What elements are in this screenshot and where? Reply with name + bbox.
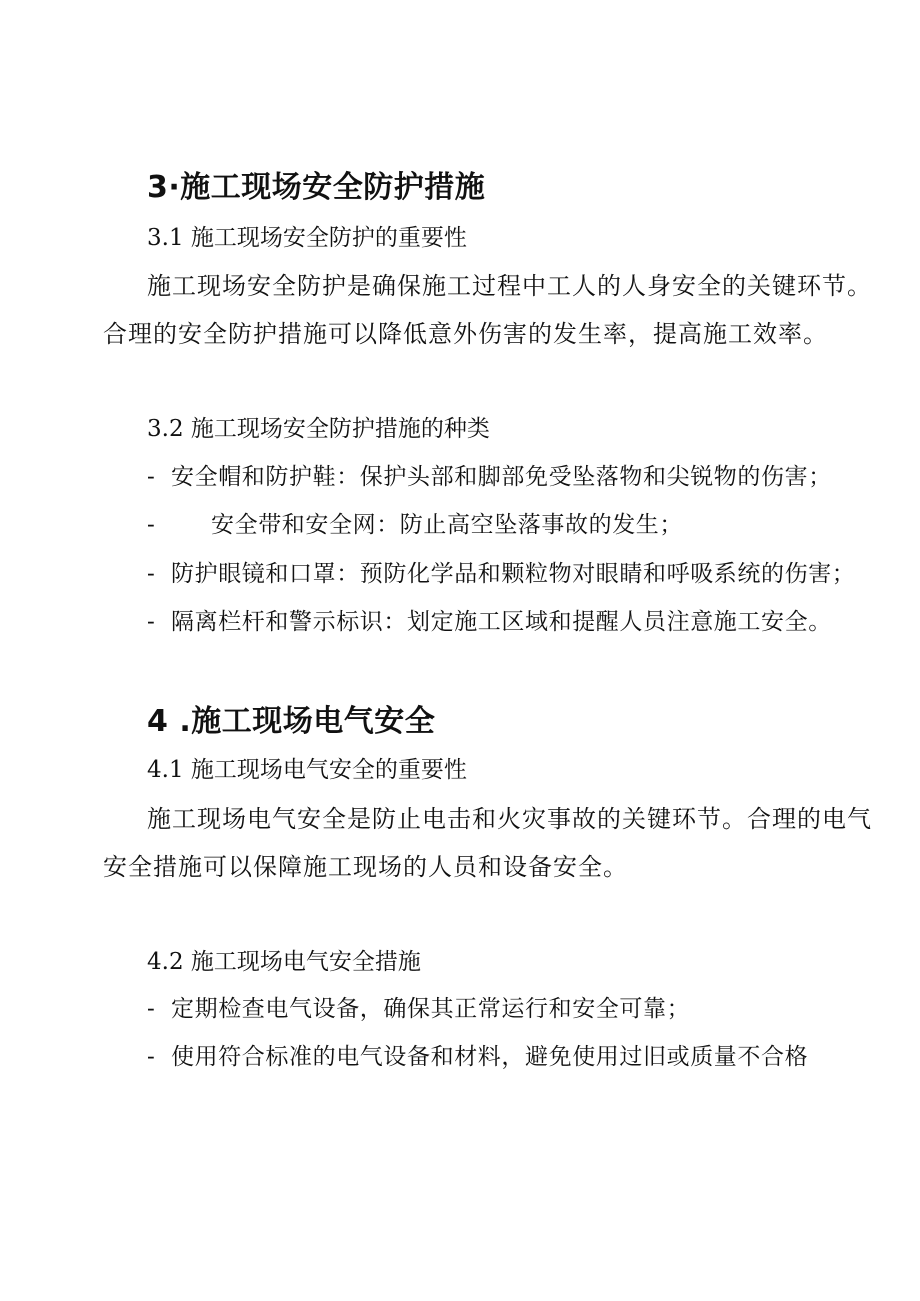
list-item — [147, 514, 683, 537]
section-4-1-paragraph-line-1: 施工现场电气安全是防止电击和火灾事故的关键环节。合理的电气 — [147, 805, 872, 833]
list-item-text: 安全带和安全网：防止高空坠落事故的发生； — [211, 512, 683, 538]
section-4-1-paragraph-line-2: 安全措施可以保障施工现场的人员和设备安全。 — [103, 853, 628, 881]
list-item-text: 使用符合标准的电气设备和材料，避免使用过旧或质量不合格 — [171, 1044, 809, 1070]
list-item — [147, 1046, 808, 1069]
section-3-1-heading: 3.1 施工现场安全防护的重要性 — [147, 225, 467, 251]
section-3-1-paragraph-line-2: 合理的安全防护措施可以降低意外伤害的发生率，提高施工效率。 — [103, 320, 828, 348]
list-item-text: 隔离栏杆和警示标识：划定施工区域和提醒人员注意施工安全。 — [171, 609, 832, 635]
section-3-1-paragraph-line-1: 施工现场安全防护是确保施工过程中工人的人身安全的关键环节。 — [147, 272, 872, 300]
list-item — [147, 466, 832, 489]
section-3-2-heading: 3.2 施工现场安全防护措施的种类 — [147, 416, 490, 442]
section-4-heading: 4 .施工现场电气安全 — [147, 704, 436, 739]
list-item — [147, 563, 855, 586]
bullet-marker: - — [147, 609, 156, 635]
list-item-text: 安全帽和防护鞋：保护头部和脚部免受坠落物和尖锐物的伤害； — [171, 464, 832, 490]
bullet-marker: - — [147, 512, 156, 538]
bullet-marker: - — [147, 996, 156, 1022]
list-item — [147, 998, 690, 1021]
list-item — [147, 611, 832, 634]
list-item-text: 防护眼镜和口罩：预防化学品和颗粒物对眼睛和呼吸系统的伤害； — [171, 561, 856, 587]
bullet-marker: - — [147, 1044, 156, 1070]
bullet-marker: - — [147, 561, 156, 587]
section-4-2-heading: 4.2 施工现场电气安全措施 — [147, 949, 421, 975]
bullet-marker: - — [147, 464, 156, 490]
section-4-1-heading: 4.1 施工现场电气安全的重要性 — [147, 757, 467, 783]
section-3-heading: 3·施工现场安全防护措施 — [147, 170, 486, 205]
list-item-text: 定期检查电气设备，确保其正常运行和安全可靠； — [171, 996, 691, 1022]
